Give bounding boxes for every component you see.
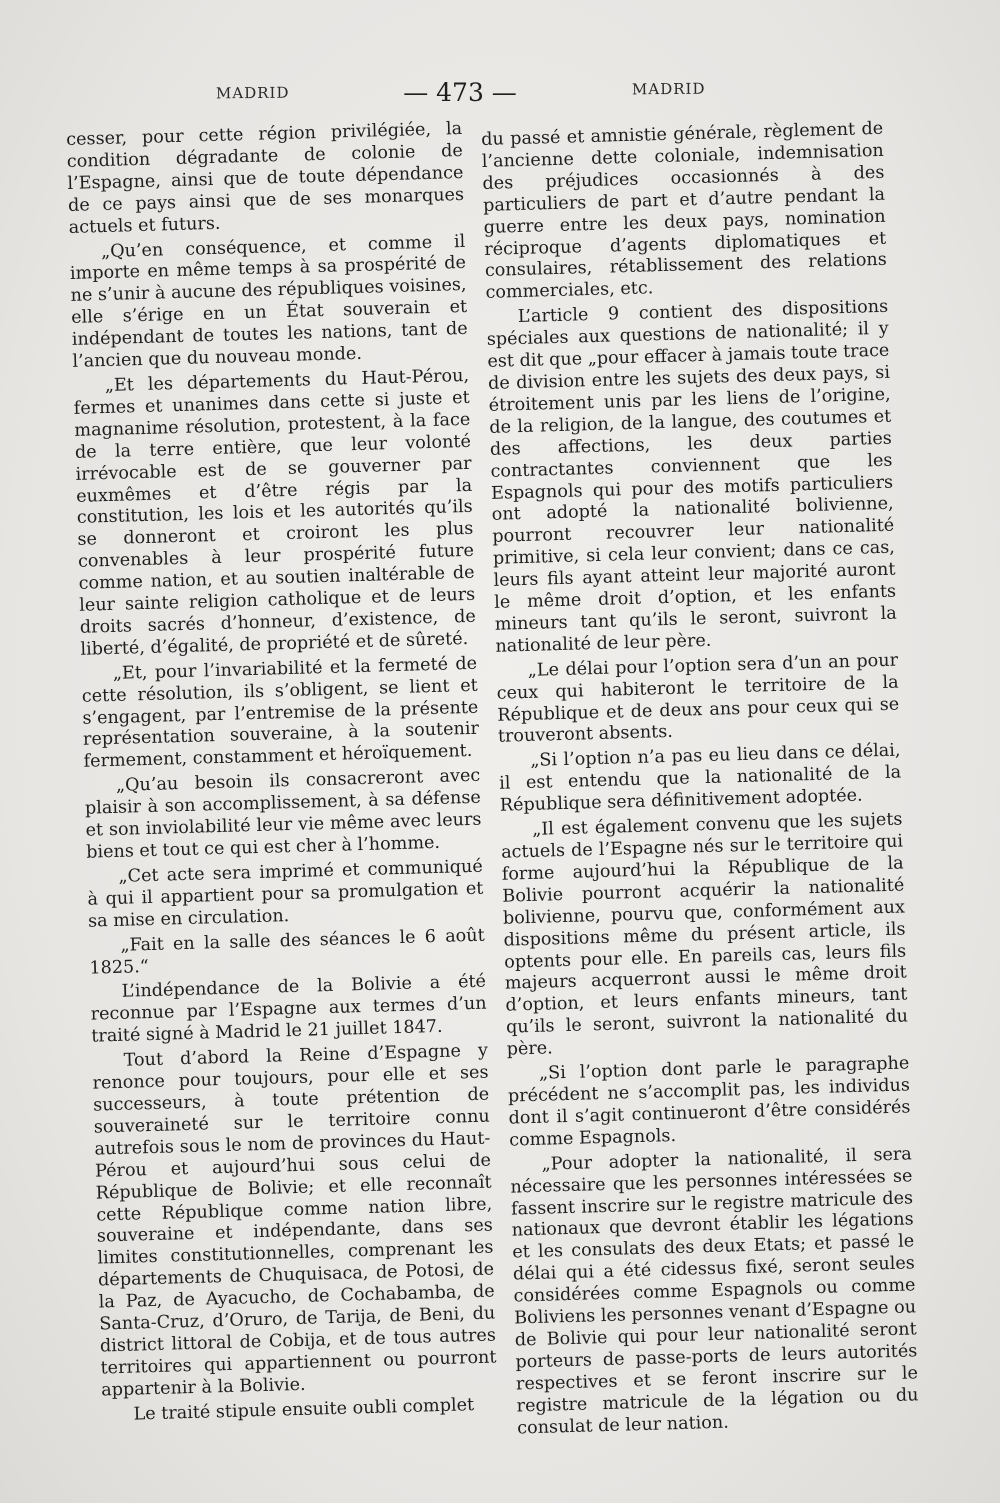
paragraph: Le traité stipule ensuite oubli complet <box>133 1394 475 1425</box>
paragraph: Tout d’abord la Reine d’Espagne y renonce pour toujours, pour elle et ses successeurs, à toute prétention de souveraineté sur le territoire connu autrefois sous le nom de provinces du Haut-Pérou et aujourd’hui sous celui de République de Bolivie; et elle reconnaît cette République comme nation libre, souveraine et indépendante, dans ses limites constitutionnelles, comprenant les départements de Chuquisaca, de Potosi, de la Paz, de Ayacucho, de Cochabamba, de Santa-Cruz, d’Oruro, de Tarija, de Beni, du district littoral de Cobija, et de tous autres territoires qui appartiennent ou pourront appartenir à la Bolivie. <box>92 1040 497 1401</box>
paragraph: „Et, pour l’invariabilité et la fermeté de cette résolution, ils s’obligent, se lient et s’engagent, par l’entremise de la présente représentation souveraine, à la soutenir fermement, constamment et héroïquement. <box>81 653 480 773</box>
paragraph: „Qu’en conséquence, et comme il importe en même temps à sa prospérité de ne s’unir à aucune des républiques voisines, elle s’érige en un État souverain et indépendant de toutes les nations, tant de l’ancien que du nouveau monde. <box>69 231 468 372</box>
paragraph: L’indépendance de la Bolivie a été reconnue par l’Espagne aux termes d’un traité signé à Madrid le 21 juillet 1847. <box>90 972 487 1047</box>
paragraph: cesser, pour cette région privilégiée, la condition dégradante de colonie de l’Espagne, ainsi que de toute dépendance de ce pays ainsi que de ses monarques actuels et futurs. <box>66 118 465 238</box>
page-header <box>0 78 1000 118</box>
paragraph: „Si l’option n’a pas eu lieu dans ce délai, il est entendu que la nationalité de la République sera définitivement adoptée. <box>498 740 902 816</box>
right-text-column <box>481 119 920 1443</box>
paragraph: „Qu’au besoin ils consacreront avec plaisir à son accomplissement, à sa défense et son inviolabilité leur vie même avec leurs biens et tout ce qui est cher à l’homme. <box>84 765 482 863</box>
paragraph: „Le délai pour l’option sera d’un an pour ceux qui habiteront le territoire de la République et de deux ans pour ceux qui se trouveront absents. <box>496 650 900 748</box>
paragraph: „Si l’option dont parle le paragraphe précédent ne s’accomplit pas, les individus dont il s’agit continueront d’être considérés comme Espagnols. <box>507 1053 911 1151</box>
paragraph: „Pour adopter la nationalité, il sera nécessaire que les personnes intéressées se fassent inscrire sur le registre matricule des nationaux que devront établir les légations et les consulats des deux Etats; et passé le délai qui a été cidessus fixé, seront seules considérées comme Espagnols ou comme Boliviens les personnes venant d’Espagne ou de Bolivie qui pour leur nationalité seront porteurs de passe-ports de leurs autorités respectives et se feront inscrire sur le registre matricule de la légation ou du consulat de leur nation. <box>510 1144 919 1439</box>
page-number: — 473 — <box>403 78 517 107</box>
paragraph: „Cet acte sera imprimé et communiqué à qui il appartient pour sa promulgation et sa mise en circulation. <box>87 856 484 932</box>
paragraph: L’article 9 contient des dispositions spéciales aux questions de nationalité; il y est dit que „pour effacer à jamais toute trace de division entre les sujets des deux pays, si étroitement unis par les liens de l’origine, de la religion, de la langue, des coutumes et des affections, les deux parties contractantes conviennent que les Espagnols qui pour des motifs particuliers ont adopté la nationalité bolivienne, pourront recouvrer leur nationalité primitive, si cela leur convient; dans ce cas, leurs fils ayant atteint leur majorité auront le même droit d’option, et les enfants mineurs tant qu’ils le seront, suivront la nationalité de leur père. <box>486 296 897 657</box>
running-head-right: MADRID <box>631 79 706 99</box>
paragraph: „Fait en la salle des séances le 6 août 1825.“ <box>89 925 485 979</box>
left-text-column <box>66 119 498 1430</box>
running-head-left: MADRID <box>215 83 290 103</box>
paragraph: „Il est également convenu que les sujets actuels de l’Espagne nés sur le territoire qui forme aujourd’hui la République de la Bolivie pourront acquérir la nationalité bolivienne, pourvu que, conformément aux dispositions même du présent article, ils optents pour elle. En pareils cas, leurs fils majeurs acquerront aussi le même droit d’option, et leurs enfants mineurs, tant qu’ils le seront, suivront la nationalité du père. <box>500 809 909 1060</box>
paragraph: du passé et amnistie générale, règlement de l’ancienne dette coloniale, indemnisation des préjudices occasionnés à des particuliers de part et d’autre pendant la guerre entre les deux pays, nomination réciproque d’agents diplomatiques et consulaires, rétablissement des relations commerciales, etc. <box>481 118 888 304</box>
paragraph: „Et les départements du Haut-Pérou, fermes et unanimes dans cette si juste et magnanime résolution, protestent, à la face de la terre entière, que leur volonté irrévocable est de se gouverner par euxmêmes et d’être régis par la constitution, les lois et les autorités qu’ils se donneront et croiront les plus convenables à leur prospérité future comme nation, et au soutien inaltérable de leur sainte religion catholique et de leurs droits sacrés d’honneur, d’existence, de liberté, d’égalité, de propriété et de sûreté. <box>73 365 477 660</box>
